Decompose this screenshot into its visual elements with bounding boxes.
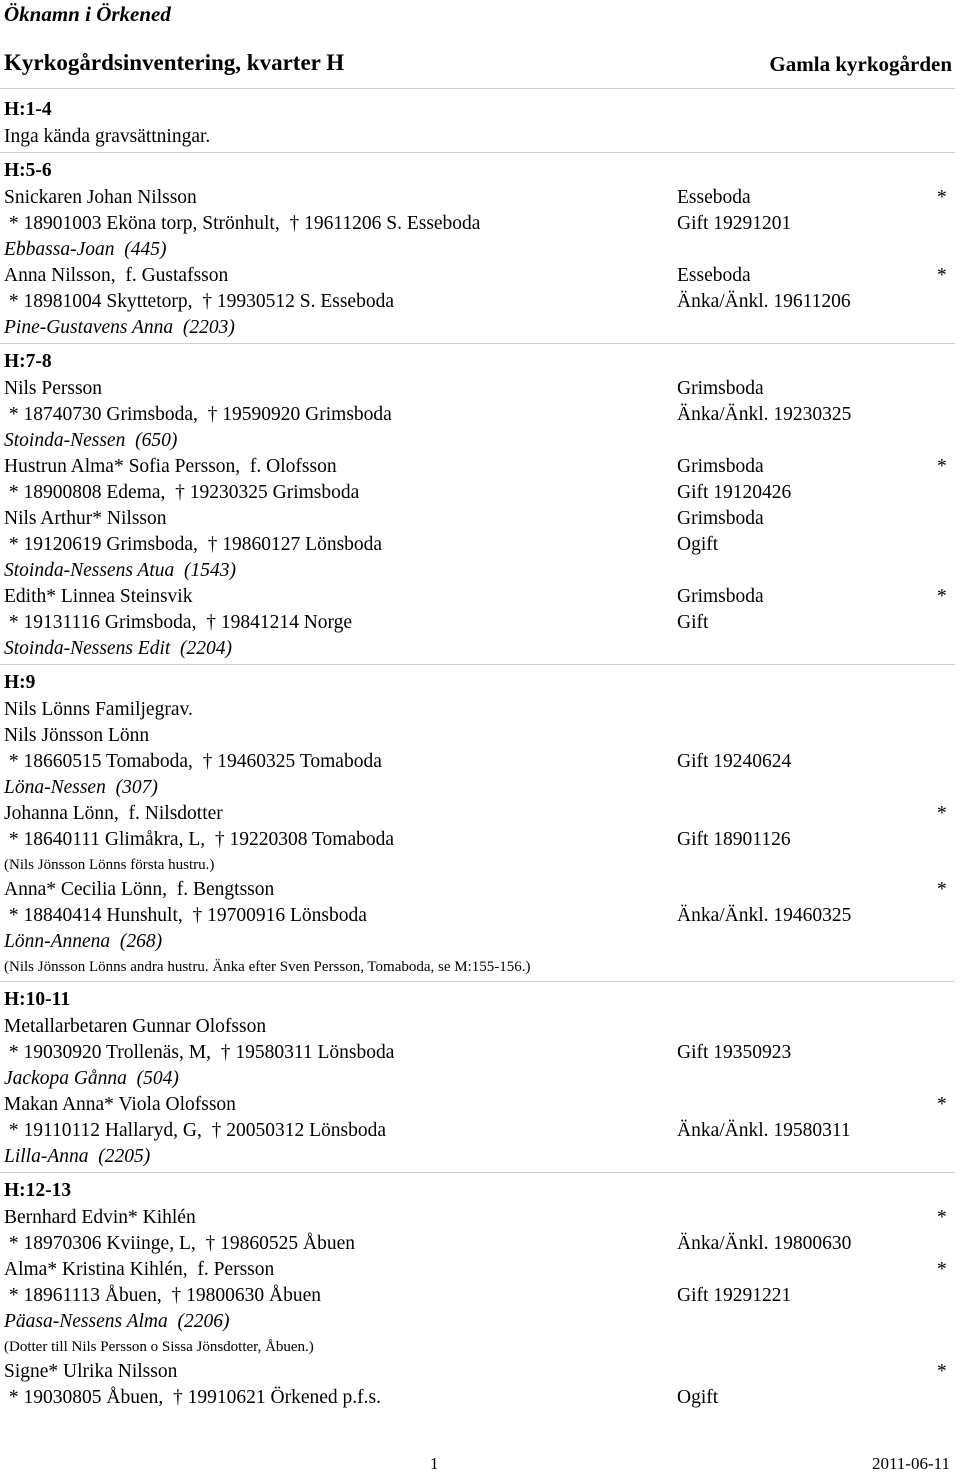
nickname: Stoinda-Nessens Atua (1543)	[4, 560, 237, 581]
nickname-row	[0, 558, 955, 584]
place: Esseboda	[677, 187, 751, 208]
place: Grimsboda	[677, 378, 764, 399]
place: Grimsboda	[677, 456, 764, 477]
nickname: Stoinda-Nessens Edit (2204)	[4, 638, 233, 659]
nickname: Ebbassa-Joan (445)	[4, 239, 167, 260]
section-id: H:12-13	[4, 1180, 72, 1201]
nickname-row	[0, 428, 955, 454]
person-row	[0, 1092, 955, 1118]
grave-list	[0, 96, 955, 1411]
nickname-row	[0, 636, 955, 662]
person-name: Edith* Linnea Steinsvik	[4, 586, 193, 607]
person-name: Alma* Kristina Kihlén, f. Persson	[4, 1259, 275, 1280]
section-heading	[0, 986, 955, 1014]
life-dates-row	[0, 1231, 955, 1257]
marital-status: Ogift	[677, 534, 719, 555]
nickname: Päasa-Nessens Alma (2206)	[4, 1311, 230, 1332]
section-divider	[0, 1172, 955, 1173]
life-dates: * 18970306 Kviinge, L, † 19860525 Åbuen	[4, 1233, 355, 1254]
life-dates: * 19030805 Åbuen, † 19910621 Örkened p.f.s.	[4, 1387, 381, 1408]
person-row	[0, 723, 955, 749]
note-text: (Nils Jönsson Lönns första hustru.)	[4, 857, 215, 873]
header-divider	[0, 88, 955, 89]
section-id: H:10-11	[4, 989, 71, 1010]
person-name: Signe* Ulrika Nilsson	[4, 1361, 178, 1382]
place: Esseboda	[677, 265, 751, 286]
life-dates-row	[0, 532, 955, 558]
page-number: 1	[430, 1454, 439, 1473]
nickname-row	[0, 1309, 955, 1335]
nickname: Stoinda-Nessen (650)	[4, 430, 178, 451]
person-name: Anna Nilsson, f. Gustafsson	[4, 265, 229, 286]
marital-status: Änka/Änkl. 19230325	[677, 404, 852, 425]
marital-status: Gift	[677, 612, 709, 633]
life-dates-row	[0, 1118, 955, 1144]
nickname: Lönn-Annena (268)	[4, 931, 163, 952]
marital-status: Änka/Änkl. 19800630	[677, 1233, 852, 1254]
life-dates: * 19030920 Trollenäs, M, † 19580311 Lönsboda	[4, 1042, 395, 1063]
person-row	[0, 506, 955, 532]
place: Grimsboda	[677, 586, 764, 607]
note-row	[0, 955, 955, 979]
marital-status: Ogift	[677, 1387, 719, 1408]
section-divider	[0, 664, 955, 665]
person-name: Bernhard Edvin* Kihlén	[4, 1207, 196, 1228]
life-dates: * 18660515 Tomaboda, † 19460325 Tomaboda	[4, 751, 382, 772]
person-row	[0, 263, 955, 289]
note-row	[0, 1335, 955, 1359]
life-dates: * 18961113 Åbuen, † 19800630 Åbuen	[4, 1285, 322, 1306]
section-divider	[0, 343, 955, 344]
life-dates-row	[0, 827, 955, 853]
person-row	[0, 584, 955, 610]
section-divider	[0, 981, 955, 982]
life-dates: * 18740730 Grimsboda, † 19590920 Grimsboda	[4, 404, 392, 425]
life-dates: * 19131116 Grimsboda, † 19841214 Norge	[4, 612, 353, 633]
life-dates: * 19120619 Grimsboda, † 19860127 Lönsboda	[4, 534, 383, 555]
star-marker: *	[937, 1259, 947, 1280]
marital-status: Gift 18901126	[677, 829, 791, 850]
life-dates: * 18640111 Glimåkra, L, † 19220308 Tomaboda	[4, 829, 395, 850]
person-row	[0, 1205, 955, 1231]
nickname-row	[0, 929, 955, 955]
nickname: Löna-Nessen (307)	[4, 777, 158, 798]
person-row	[0, 376, 955, 402]
person-row	[0, 877, 955, 903]
marital-status: Änka/Änkl. 19611206	[677, 291, 851, 312]
life-dates-row	[0, 211, 955, 237]
life-dates-row	[0, 1385, 955, 1411]
nickname-row	[0, 775, 955, 801]
person-row	[0, 1014, 955, 1040]
section-heading	[0, 1177, 955, 1205]
star-marker: *	[937, 1361, 947, 1382]
section-id: H:1-4	[4, 99, 52, 120]
note-text: Nils Lönns Familjegrav.	[4, 699, 193, 720]
marital-status: Gift 19350923	[677, 1042, 792, 1063]
person-row	[0, 1257, 955, 1283]
place: Grimsboda	[677, 508, 764, 529]
marital-status: Gift 19120426	[677, 482, 792, 503]
nickname-row	[0, 1144, 955, 1170]
person-row	[0, 454, 955, 480]
star-marker: *	[937, 803, 947, 824]
marital-status: Gift 19291221	[677, 1285, 792, 1306]
life-dates: * 18900808 Edema, † 19230325 Grimsboda	[4, 482, 360, 503]
star-marker: *	[937, 265, 947, 286]
star-marker: *	[937, 586, 947, 607]
life-dates-row	[0, 402, 955, 428]
person-name: Johanna Lönn, f. Nilsdotter	[4, 803, 223, 824]
life-dates: * 18981004 Skyttetorp, † 19930512 S. Esseboda	[4, 291, 394, 312]
page-heading: Kyrkogårdsinventering, kvarter H	[4, 50, 345, 75]
star-marker: *	[937, 187, 947, 208]
star-marker: *	[937, 1207, 947, 1228]
section-heading	[0, 348, 955, 376]
footer-date: 2011-06-11	[871, 1454, 950, 1473]
note-text: (Dotter till Nils Persson o Sissa Jönsdotter, Åbuen.)	[4, 1339, 314, 1355]
person-row	[0, 1359, 955, 1385]
life-dates-row	[0, 480, 955, 506]
person-name: Hustrun Alma* Sofia Persson, f. Olofsson	[4, 456, 337, 477]
person-name: Metallarbetaren Gunnar Olofsson	[4, 1016, 267, 1037]
nickname-row	[0, 315, 955, 341]
star-marker: *	[937, 456, 947, 477]
life-dates-row	[0, 903, 955, 929]
life-dates: * 18840414 Hunshult, † 19700916 Lönsboda	[4, 905, 367, 926]
person-row	[0, 185, 955, 211]
nickname: Jackopa Gånna (504)	[4, 1068, 179, 1089]
section-id: H:7-8	[4, 351, 52, 372]
cemetery-name: Gamla kyrkogården	[769, 52, 952, 76]
section-divider	[0, 152, 955, 153]
life-dates-row	[0, 1040, 955, 1066]
nickname: Lilla-Anna (2205)	[4, 1146, 151, 1167]
star-marker: *	[937, 879, 947, 900]
text-row	[0, 697, 955, 723]
person-name: Makan Anna* Viola Olofsson	[4, 1094, 236, 1115]
person-name: Snickaren Johan Nilsson	[4, 187, 197, 208]
marital-status: Gift 19240624	[677, 751, 792, 772]
person-row	[0, 801, 955, 827]
life-dates: * 19110112 Hallaryd, G, † 20050312 Lönsboda	[4, 1120, 387, 1141]
person-name: Nils Jönsson Lönn	[4, 725, 150, 746]
life-dates-row	[0, 749, 955, 775]
marital-status: Änka/Änkl. 19580311	[677, 1120, 851, 1141]
section-id: H:9	[4, 672, 36, 693]
marital-status: Änka/Änkl. 19460325	[677, 905, 852, 926]
note-text: Inga kända gravsättningar.	[4, 126, 211, 147]
person-name: Nils Persson	[4, 378, 103, 399]
star-marker: *	[937, 1094, 947, 1115]
marital-status: Gift 19291201	[677, 213, 792, 234]
section-heading	[0, 157, 955, 185]
life-dates-row	[0, 610, 955, 636]
nickname: Pine-Gustavens Anna (2203)	[4, 317, 235, 338]
nickname-row	[0, 1066, 955, 1092]
note-row	[0, 853, 955, 877]
note-text: (Nils Jönsson Lönns andra hustru. Änka efter Sven Persson, Tomaboda, se M:155-156.)	[4, 959, 531, 975]
section-heading	[0, 96, 955, 124]
text-row	[0, 124, 955, 150]
section-heading	[0, 669, 955, 697]
person-name: Anna* Cecilia Lönn, f. Bengtsson	[4, 879, 275, 900]
document-title: Öknamn i Örkened	[4, 2, 171, 26]
section-id: H:5-6	[4, 160, 52, 181]
life-dates-row	[0, 1283, 955, 1309]
nickname-row	[0, 237, 955, 263]
person-name: Nils Arthur* Nilsson	[4, 508, 167, 529]
life-dates-row	[0, 289, 955, 315]
life-dates: * 18901003 Eköna torp, Strönhult, † 19611206 S. Esseboda	[4, 213, 481, 234]
